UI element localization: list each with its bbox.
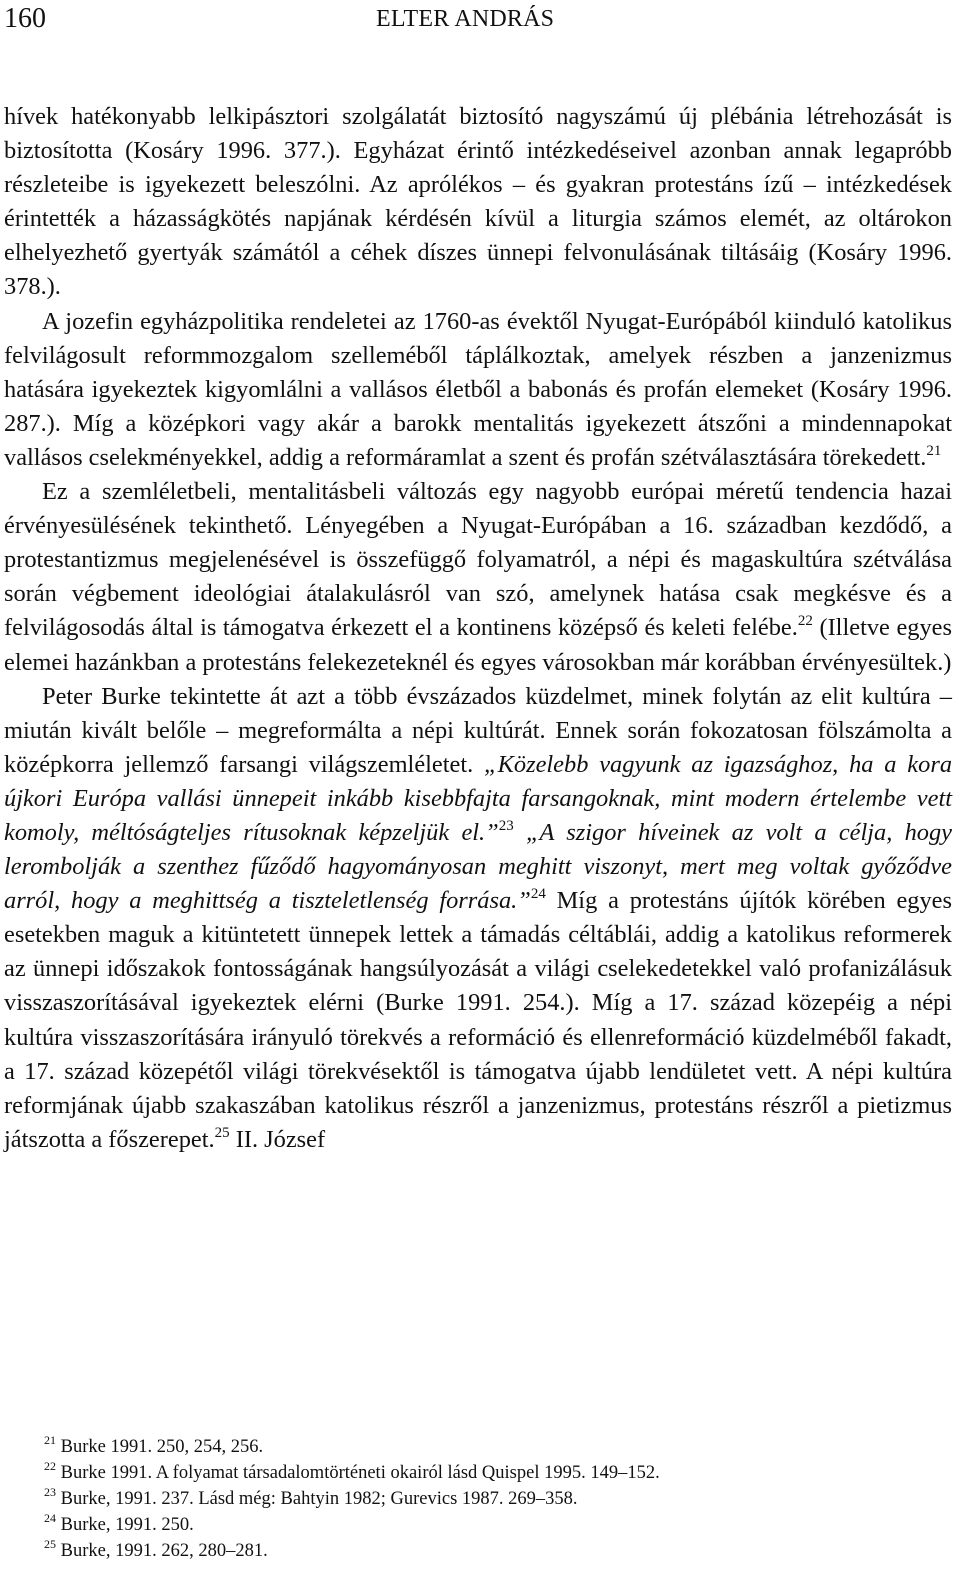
quote-1: „Közelebb vagyunk az igazsághoz, ha a kora újkori Európa vallási ünnepeit inkább kisebbfajta farsangoknak, mint modern értelembe vett komoly, méltóságteljes rítusoknak képzeljük el.” bbox=[4, 750, 953, 846]
footnote-23 bbox=[44, 1486, 944, 1512]
paragraph-4-text-end: II. József bbox=[229, 1125, 326, 1153]
footnote-text: Burke, 1991. 262, 280–281. bbox=[60, 1541, 268, 1561]
footnote-21 bbox=[44, 1434, 944, 1460]
footnote-text: Burke, 1991. 250. bbox=[60, 1515, 194, 1535]
footnotes bbox=[44, 1434, 944, 1564]
footnote-text: Burke, 1991. 237. Lásd még: Bahtyin 1982; Gurevics 1987. 269–358. bbox=[60, 1489, 578, 1509]
footnote-24 bbox=[44, 1512, 944, 1538]
footnote-number: 25 bbox=[44, 1537, 56, 1551]
quote-2: „A szigor híveinek az volt a célja, hogy lerombolják a szenthez fűződő hagyományosan meghitt viszonyt, mert meg voltak győződve arról, hogy a meghittség a tiszteletlenség forrása.” bbox=[4, 818, 953, 915]
footnote-text: Burke 1991. A folyamat társadalomtörténeti okairól lásd Quispel 1995. 149–152. bbox=[60, 1463, 660, 1483]
footnote-ref-24[interactable]: 24 bbox=[530, 886, 546, 903]
body-text bbox=[4, 100, 952, 1157]
page-number: 160 bbox=[4, 3, 46, 34]
paragraph-4-text: Peter Burke tekintette át azt a több évszázados küzdelmet, minek folytán az elit kultúra – miután kivált belőle – megreformálta a népi kultúrát. Ennek során fokozatosan fölszámolta a középkorra jellemző farsangi világszemléletet. bbox=[4, 682, 952, 778]
footnote-number: 22 bbox=[44, 1459, 56, 1473]
paragraph-3-text: Ez a szemléletbeli, mentalitásbeli változás egy nagyobb európai méretű tendencia hazai érvényesülésének tekinthető. Lényegében a Nyugat-Európában a 16. században kezdődő, a protestantizmus megjelenésével is összefüggő folyamatról, a népi és magaskultúra szétválása során végbement ideológiai átalakulásról van szó, amelynek hatása csak megkésve és a felvilágosodás által is támogatva érkezett el a kontinens középső és keleti felébe. bbox=[4, 478, 952, 642]
footnote-ref-22[interactable]: 22 bbox=[797, 613, 813, 630]
footnote-ref-23[interactable]: 23 bbox=[498, 817, 514, 834]
paragraph-3 bbox=[4, 475, 952, 680]
footnote-text: Burke 1991. 250, 254, 256. bbox=[60, 1437, 264, 1457]
page-header bbox=[4, 0, 954, 40]
paragraph-3-text-cont: (Illetve egyes elemei hazánkban a protestáns felekezeteknél és egyes városokban már korábban érvényesültek.) bbox=[4, 614, 952, 676]
paragraph-1 bbox=[4, 100, 952, 305]
footnote-25 bbox=[44, 1538, 944, 1564]
paragraph-4-text-cont: Míg a protestáns újítók körében egyes esetekben maguk a kitüntetett ünnepek lettek a támadás céltáblái, addig a katolikus reformerek az ünnepi időszakok fontosságának hangsúlyozását a világi cselekedetekkel való profanizálásuk visszaszorításával igyekeztek elérni (Burke 1991. 254.). Míg a 17. század közepéig a népi kultúra visszaszorítására irányuló törekvés a reformáció és ellenreformáció küzdelméből fakadt, a 17. század közepétől világi törekvésektől is támogatva újabb lendületet vett. A népi kultúra reformjának újabb szakaszában katolikus részről a janzenizmus, protestáns részről a pietizmus játszotta a főszerepet. bbox=[4, 887, 952, 1153]
paragraph-2-text: A jozefin egyházpolitika rendeletei az 1760-as évektől Nyugat-Európából kiinduló katolikus felvilágosult reformmozgalom szelleméből táplálkoztak, amelyek részben a janzenizmus hatására igyekeztek kigyomlálni a vallásos életből a babonás és profán elemeket (Kosáry 1996. 287.). Míg a középkori vagy akár a barokk mentalitás igyekezett átszőni a mindennapokat vallásos cselekményekkel, addig a reformáramlat a szent és profán szétválasztására törekedett. bbox=[4, 307, 952, 471]
footnote-ref-21[interactable]: 21 bbox=[926, 442, 942, 459]
footnote-number: 24 bbox=[44, 1511, 56, 1525]
paragraph-4 bbox=[4, 680, 952, 1157]
footnote-number: 21 bbox=[44, 1433, 56, 1447]
footnote-number: 23 bbox=[44, 1485, 56, 1499]
footnote-22 bbox=[44, 1460, 944, 1486]
paragraph-1-text: hívek hatékonyabb lelkipásztori szolgálatát biztosító nagyszámú új plébánia létrehozását is biztosította (Kosáry 1996. 377.). Egyházat érintő intézkedéseivel azonban annak legapróbb részleteibe is igyekezett beleszólni. Az aprólékos – és gyakran protestáns ízű – intézkedések érintették a házasságkötés napjának kérdésén kívül a liturgia számos elemét, az oltárokon elhelyezhető gyertyák számától a céhek díszes ünnepi felvonulásának tiltásáig (Kosáry 1996. 378.). bbox=[4, 103, 952, 301]
footnote-ref-25[interactable]: 25 bbox=[214, 1124, 230, 1141]
running-title: ELTER ANDRÁS bbox=[376, 6, 555, 32]
paragraph-2 bbox=[4, 305, 952, 475]
